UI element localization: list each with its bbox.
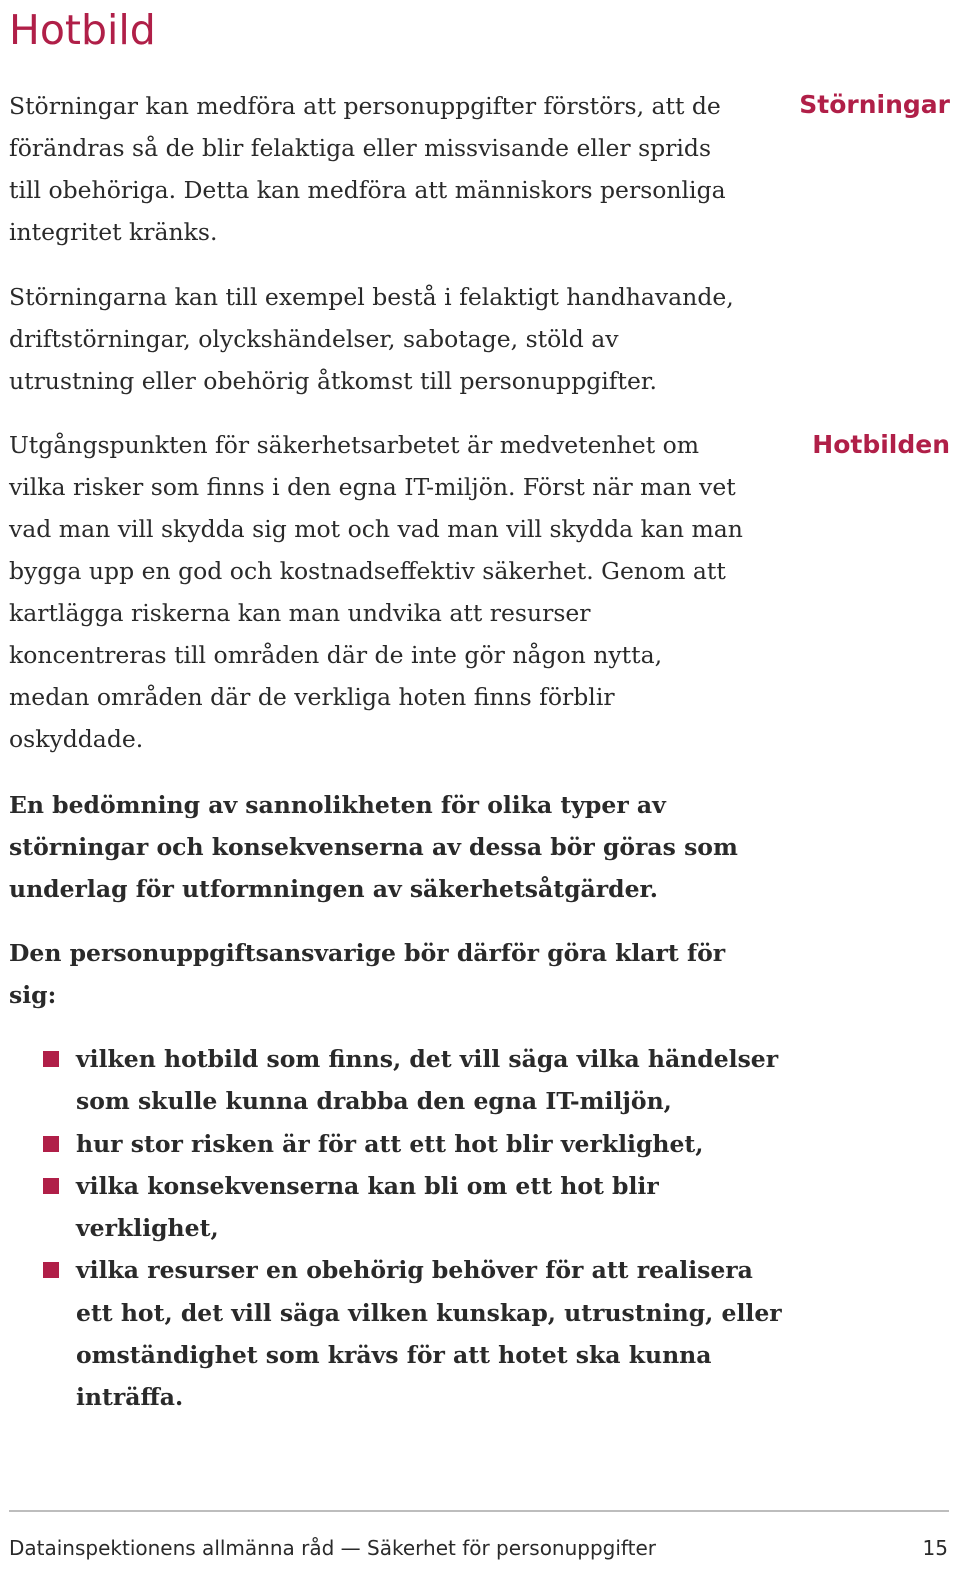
paragraph-assessment: En bedömning av sannolikheten för olika typer av störningar och konsekvenserna av dessa bör göras som underlag för utformningen av säkerhetsåtgärder. <box>9 791 738 903</box>
list-item-text: vilken hotbild som finns, det vill säga vilka händelser som skulle kunna drabba den egna IT-miljön, <box>76 1045 779 1116</box>
margin-label-storningar: Störningar <box>799 90 950 119</box>
list-item-text: vilka konsekvenserna kan bli om ett hot blir verklighet, <box>76 1171 659 1243</box>
square-bullet-icon <box>43 1262 59 1278</box>
list-item <box>9 1165 789 1250</box>
square-bullet-icon <box>43 1178 59 1194</box>
paragraph-examples: Störningarna kan till exempel bestå i felaktigt handhavande, driftstörningar, olyckshändelser, sabotage, stöld av utrustning eller obehörig åtkomst till personuppgifter. <box>9 283 734 395</box>
list-item <box>9 1123 789 1165</box>
square-bullet-icon <box>43 1051 59 1067</box>
footer-text: Datainspektionens allmänna råd — Säkerhet för personuppgifter <box>9 1536 656 1560</box>
paragraph-intro: Störningar kan medföra att personuppgifter förstörs, att de förändras så de blir felaktiga eller missvisande eller sprids till obehöriga. Detta kan medföra att människors personliga integritet kränks. <box>9 92 726 246</box>
list-item-text: vilka resurser en obehörig behöver för att realisera ett hot, det vill säga vilken kunskap, utrustning, eller omständighet som krävs för att hotet ska kunna inträffa. <box>76 1256 782 1412</box>
paragraph-lead-in: Den personuppgiftsansvarige bör därför göra klart för sig: <box>9 939 726 1009</box>
list-item <box>9 1038 789 1123</box>
list-item-text: hur stor risken är för att ett hot blir verklighet, <box>76 1129 704 1158</box>
margin-label-hotbilden: Hotbilden <box>812 430 950 459</box>
square-bullet-icon <box>43 1136 59 1152</box>
page-title: Hotbild <box>9 6 156 54</box>
footer-divider <box>9 1510 949 1512</box>
paragraph-starting-point: Utgångspunkten för säkerhetsarbetet är medvetenhet om vilka risker som finns i den egna IT-miljön. Först när man vet vad man vill skydda sig mot och vad man vill skydda kan man bygga upp en god och kostnadseffektiv säkerhet. Genom att kartlägga riskerna kan man undvika att resurser koncentreras till områden där de inte gör någon nytta, medan områden där de verkliga hoten finns förblir oskyddade. <box>9 431 743 753</box>
list-item <box>9 1249 789 1418</box>
bullet-list <box>9 1038 789 1419</box>
page-number: 15 <box>922 1536 948 1560</box>
